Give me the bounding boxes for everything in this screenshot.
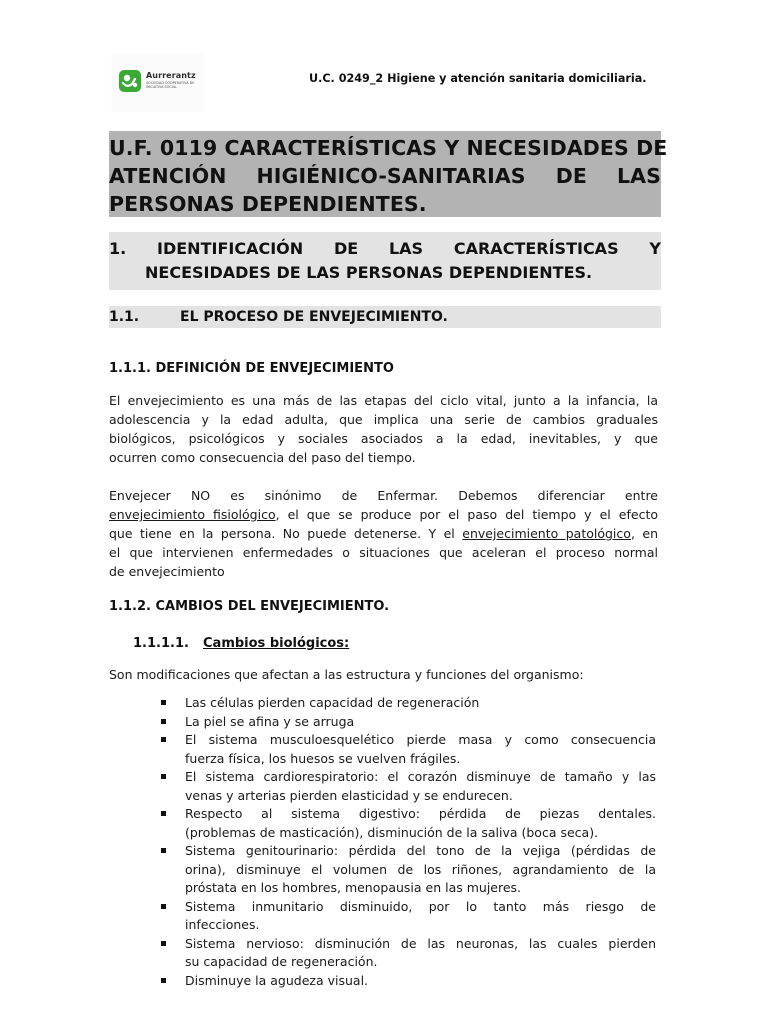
section-1-1-1-1-title <box>133 636 349 651</box>
section-1-number: 1. <box>109 239 127 258</box>
list-item-text: Disminuye la agudeza visual. <box>185 972 369 988</box>
aging-types-paragraph <box>109 486 658 581</box>
section-number: 1.1.1.1. <box>133 636 189 651</box>
paragraph-line: ocurren como consecuencia del paso del tiempo. <box>109 450 416 465</box>
list-item-text: El sistema musculoesquelético pierde masa y como consecuencia <box>185 732 656 747</box>
paragraph-line <box>109 524 658 543</box>
bullet-marker <box>161 774 166 779</box>
uf-title-line: ATENCIÓN HIGIÉNICO-SANITARIAS DE LAS <box>109 164 661 188</box>
bullet-marker <box>161 719 166 724</box>
paragraph-text: , en <box>630 526 658 541</box>
paragraph-line: adolescencia y la edad adulta, que implica una serie de cambios graduales <box>109 412 658 427</box>
section-title-text: EL PROCESO DE ENVEJECIMIENTO. <box>180 309 448 325</box>
list-item-text: (problemas de masticación), disminución de la saliva (boca seca). <box>185 824 599 840</box>
list-item <box>160 842 656 898</box>
pathological-aging-term: envejecimiento patológico <box>462 526 631 541</box>
paragraph-text: , el que se produce por el paso del tiempo y el efecto <box>275 507 658 522</box>
list-item-text: El sistema cardiorespiratorio: el corazón disminuye de tamaño y las <box>185 769 656 784</box>
list-item-text: Sistema inmunitario disminuido, por lo tanto más riesgo de <box>185 898 656 914</box>
list-item-text: Sistema nervioso: disminución de las neuronas, las cuales pierden <box>185 935 656 951</box>
list-item <box>160 768 656 805</box>
bullet-marker <box>161 941 166 946</box>
physiological-aging-term: envejecimiento fisiológico <box>109 507 276 522</box>
uf-title <box>109 131 668 218</box>
section-1-word: LAS <box>388 239 424 258</box>
section-1-word: IDENTIFICACIÓN <box>157 239 304 258</box>
section-1-1-2-title: 1.1.2. CAMBIOS DEL ENVEJECIMIENTO. <box>109 599 390 614</box>
list-item-text: Respecto al sistema digestivo: pérdida de piezas dentales. <box>185 806 656 821</box>
aurrerantz-logo-icon <box>119 70 141 92</box>
section-1-box <box>109 232 661 290</box>
bullet-marker <box>161 904 166 909</box>
list-item <box>160 694 656 713</box>
list-item-text: La piel se afina y se arruga <box>185 713 355 729</box>
intro-text: Son modificaciones que afectan a las estructura y funciones del organismo: <box>109 667 584 682</box>
paragraph-text: que tiene en la persona. No puede detenerse. Y el <box>109 526 463 541</box>
section-1-word: CARACTERÍSTICAS <box>453 239 619 258</box>
list-item-text: su capacidad de regeneración. <box>185 954 378 969</box>
section-1-1-box <box>109 306 661 328</box>
biological-changes-list <box>160 694 656 990</box>
uf-title-box <box>109 131 668 217</box>
header-title: U.C. 0249_2 Higiene y atención sanitaria domiciliaria. <box>309 72 647 85</box>
list-item <box>160 935 656 972</box>
bullet-marker <box>161 737 166 742</box>
uf-title-line: U.F. 0119 CARACTERÍSTICAS Y NECESIDADES DE <box>109 136 668 160</box>
paragraph-line: de envejecimiento <box>109 564 225 579</box>
list-item-text: Las células pierden capacidad de regeneración <box>185 695 480 710</box>
list-item <box>160 805 656 842</box>
list-item-text: próstata en los hombres, menopausia en las mujeres. <box>185 880 522 895</box>
list-item <box>160 898 656 935</box>
logo-name: Aurrerantz <box>146 71 196 80</box>
paragraph-line: biológicos, psicológicos y sociales asociados a la edad, inevitables, y que <box>109 431 658 446</box>
bullet-marker <box>161 848 166 853</box>
uf-title-line: PERSONAS DEPENDIENTES. <box>109 192 427 216</box>
list-item-text: fuerza física, los huesos se vuelven frágiles. <box>185 750 461 766</box>
section-1-1-1-title: 1.1.1. DEFINICIÓN DE ENVEJECIMIENTO <box>109 361 394 376</box>
paragraph-line: El envejecimiento es una más de las etapas del ciclo vital, junto a la infancia, la <box>109 393 658 408</box>
section-1-title <box>109 232 661 285</box>
list-item-text: Sistema genitourinario: pérdida del tono de la vejiga (pérdidas de <box>185 843 656 858</box>
paragraph-line: el que intervienen enfermedades o situaciones que aceleran el proceso normal <box>109 545 658 560</box>
list-item-text: venas y arterias pierden elasticidad y se endurecen. <box>185 787 513 803</box>
bullet-marker <box>161 978 166 983</box>
bullet-marker <box>161 700 166 705</box>
section-title-text: Cambios biológicos: <box>203 636 350 651</box>
logo-subtitle: SOCIEDAD COOPERATIVA DE INICIATIVA SOCIAL <box>146 81 195 90</box>
paragraph-line <box>109 505 658 524</box>
section-number: 1.1. <box>109 309 140 325</box>
definition-paragraph <box>109 391 658 467</box>
section-1-line: NECESIDADES DE LAS PERSONAS DEPENDIENTES. <box>145 263 593 282</box>
list-item <box>160 713 656 732</box>
paragraph-line: Envejecer NO es sinónimo de Enfermar. Debemos diferenciar entre <box>109 488 658 503</box>
list-item-text: infecciones. <box>185 917 260 932</box>
section-1-line <box>109 237 661 261</box>
logo <box>111 54 203 112</box>
list-item <box>160 972 656 991</box>
list-item-text: orina), disminuye el volumen de los riñones, agrandamiento de la <box>185 861 656 877</box>
section-1-word: DE <box>333 239 359 258</box>
section-1-1-title <box>109 306 661 328</box>
bullet-marker <box>161 811 166 816</box>
section-1-word: Y <box>649 239 661 258</box>
list-item <box>160 731 656 768</box>
